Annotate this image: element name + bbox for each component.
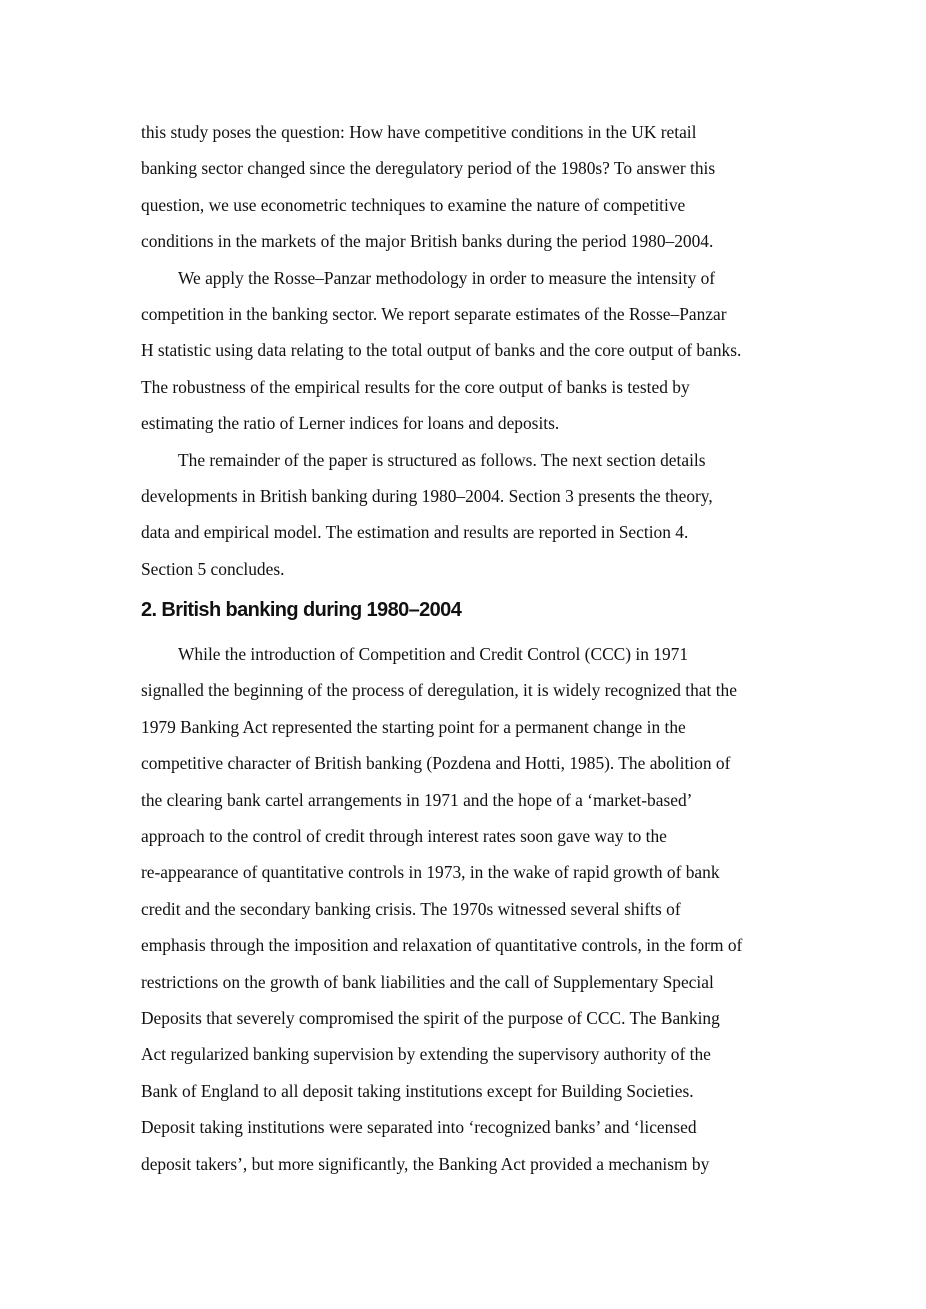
para2-line-4: The robustness of the empirical results for the core output of banks is tested by [141, 377, 690, 397]
section2-line-3: 1979 Banking Act represented the starting point for a permanent change in the [141, 717, 686, 737]
para3-line-3: data and empirical model. The estimation and results are reported in Section 4. [141, 522, 689, 542]
intro-line-1: this study poses the question: How have competitive conditions in the UK retail [141, 122, 697, 142]
section2-line-7: re-appearance of quantitative controls in 1973, in the wake of rapid growth of bank [141, 862, 720, 882]
section2-line-14: Deposit taking institutions were separated into ‘recognized banks’ and ‘licensed [141, 1117, 697, 1137]
section2-line-13: Bank of England to all deposit taking institutions except for Building Societies. [141, 1081, 694, 1101]
section-heading: 2. British banking during 1980–2004 [141, 599, 462, 621]
para2-line-2: competition in the banking sector. We report separate estimates of the Rosse–Panzar [141, 304, 727, 324]
section2-line-9: emphasis through the imposition and relaxation of quantitative controls, in the form of [141, 935, 743, 955]
section2-line-12: Act regularized banking supervision by extending the supervisory authority of the [141, 1044, 711, 1064]
para3-line-2: developments in British banking during 1980–2004. Section 3 presents the theory, [141, 486, 713, 506]
intro-line-4: conditions in the markets of the major British banks during the period 1980–2004. [141, 231, 714, 251]
section2-line-15: deposit takers’, but more significantly, the Banking Act provided a mechanism by [141, 1154, 710, 1174]
section2-line-6: approach to the control of credit through interest rates soon gave way to the [141, 826, 667, 846]
section2-line-2: signalled the beginning of the process of deregulation, it is widely recognized that the [141, 680, 737, 700]
section2-line-4: competitive character of British banking (Pozdena and Hotti, 1985). The abolition of [141, 753, 731, 773]
intro-line-3: question, we use econometric techniques to examine the nature of competitive [141, 195, 686, 215]
para3-line-4: Section 5 concludes. [141, 559, 285, 579]
section2-line-1: While the introduction of Competition and Credit Control (CCC) in 1971 [178, 644, 689, 664]
section2-line-5: the clearing bank cartel arrangements in 1971 and the hope of a ‘market-based’ [141, 790, 693, 810]
para2-line-3: H statistic using data relating to the total output of banks and the core output of banks. [141, 340, 742, 360]
para3-line-1: The remainder of the paper is structured as follows. The next section details [178, 450, 706, 470]
para2-line-5: estimating the ratio of Lerner indices for loans and deposits. [141, 413, 560, 433]
para2-line-1: We apply the Rosse–Panzar methodology in order to measure the intensity of [178, 268, 716, 288]
section2-line-10: restrictions on the growth of bank liabilities and the call of Supplementary Special [141, 972, 714, 992]
intro-line-2: banking sector changed since the deregulatory period of the 1980s? To answer this [141, 158, 716, 178]
section2-line-11: Deposits that severely compromised the spirit of the purpose of CCC. The Banking [141, 1008, 720, 1028]
section2-line-8: credit and the secondary banking crisis. The 1970s witnessed several shifts of [141, 899, 681, 919]
